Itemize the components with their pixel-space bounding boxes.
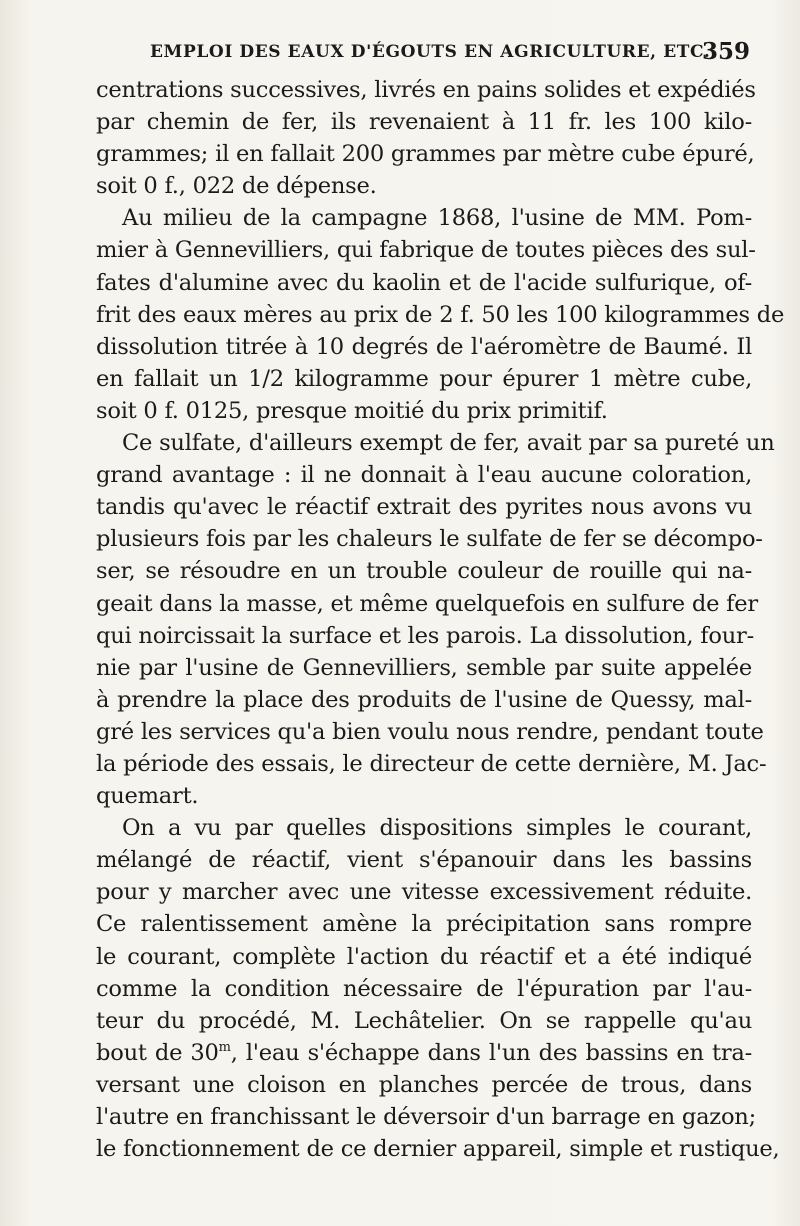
text-line: soit 0 f. 0125, presque moitié du prix primitif. bbox=[96, 397, 608, 424]
text-line: nie par l'usine de Gennevilliers, semble par suite appelée bbox=[96, 654, 752, 681]
text-line: la période des essais, le directeur de cette dernière, M. Jac- bbox=[96, 750, 767, 777]
text-line: à prendre la place des produits de l'usine de Quessy, mal- bbox=[96, 686, 752, 713]
text-line: tandis qu'avec le réactif extrait des pyrites nous avons vu bbox=[96, 494, 752, 521]
text-line: Ce sulfate, d'ailleurs exempt de fer, avait par sa pureté un bbox=[122, 430, 775, 457]
text-line: teur du procédé, M. Lechâtelier. On se rappelle qu'au bbox=[96, 1007, 752, 1034]
page-number: 359 bbox=[701, 38, 750, 65]
text-line: grammes; il en fallait 200 grammes par mètre cube épuré, bbox=[96, 141, 755, 168]
text-line: frit des eaux mères au prix de 2 f. 50 les 100 kilogrammes de bbox=[96, 301, 785, 328]
text-line: par chemin de fer, ils revenaient à 11 fr. les 100 kilo- bbox=[96, 109, 752, 136]
text-line bbox=[96, 1037, 752, 1069]
text-line: quemart. bbox=[96, 783, 199, 810]
text-fragment: , l'eau s'échappe dans l'un des bassins en tra- bbox=[230, 1039, 752, 1066]
text-line: mélangé de réactif, vient s'épanouir dans les bassins bbox=[96, 847, 752, 874]
text-line: Au milieu de la campagne 1868, l'usine de MM. Pom- bbox=[122, 205, 752, 232]
text-line: qui noircissait la surface et les parois. La dissolution, four- bbox=[96, 622, 754, 649]
text-line: soit 0 f., 022 de dépense. bbox=[96, 173, 377, 200]
running-title: EMPLOI DES EAUX D'ÉGOUTS EN AGRICULTURE, ETC. bbox=[150, 42, 711, 62]
text-fragment: bout de 30 bbox=[96, 1039, 219, 1066]
text-line: gré les services qu'a bien voulu nous rendre, pendant toute bbox=[96, 718, 764, 745]
text-line: Ce ralentissement amène la précipitation sans rompre bbox=[96, 911, 752, 938]
superscript: m bbox=[218, 1039, 231, 1055]
text-line: comme la condition nécessaire de l'épuration par l'au- bbox=[96, 975, 752, 1002]
text-line: le fonctionnement de ce dernier appareil, simple et rustique, bbox=[96, 1136, 780, 1163]
text-line: dissolution titrée à 10 degrés de l'aéromètre de Baumé. Il bbox=[96, 333, 752, 360]
text-line: centrations successives, livrés en pains solides et expédiés bbox=[96, 77, 756, 103]
text-line: plusieurs fois par les chaleurs le sulfate de fer se décompo- bbox=[96, 526, 763, 553]
text-line: versant une cloison en planches percée de trous, dans bbox=[96, 1071, 752, 1098]
text-line: pour y marcher avec une vitesse excessivement réduite. bbox=[96, 879, 752, 906]
text-line: ser, se résoudre en un trouble couleur de rouille qui na- bbox=[96, 558, 752, 585]
text-line: en fallait un 1/2 kilogramme pour épurer 1 mètre cube, bbox=[96, 365, 752, 392]
text-line: fates d'alumine avec du kaolin et de l'acide sulfurique, of- bbox=[96, 269, 752, 296]
text-line: mier à Gennevilliers, qui fabrique de toutes pièces des sul- bbox=[96, 237, 756, 264]
text-line: geait dans la masse, et même quelquefois en sulfure de fer bbox=[96, 590, 758, 617]
page-header bbox=[150, 38, 750, 68]
text-line: le courant, complète l'action du réactif et a été indiqué bbox=[96, 943, 752, 970]
body-text bbox=[96, 74, 785, 1165]
text-line: On a vu par quelles dispositions simples le courant, bbox=[122, 815, 752, 842]
text-line: grand avantage : il ne donnait à l'eau aucune coloration, bbox=[96, 462, 752, 489]
text-line: l'autre en franchissant le déversoir d'un barrage en gazon; bbox=[96, 1104, 756, 1130]
